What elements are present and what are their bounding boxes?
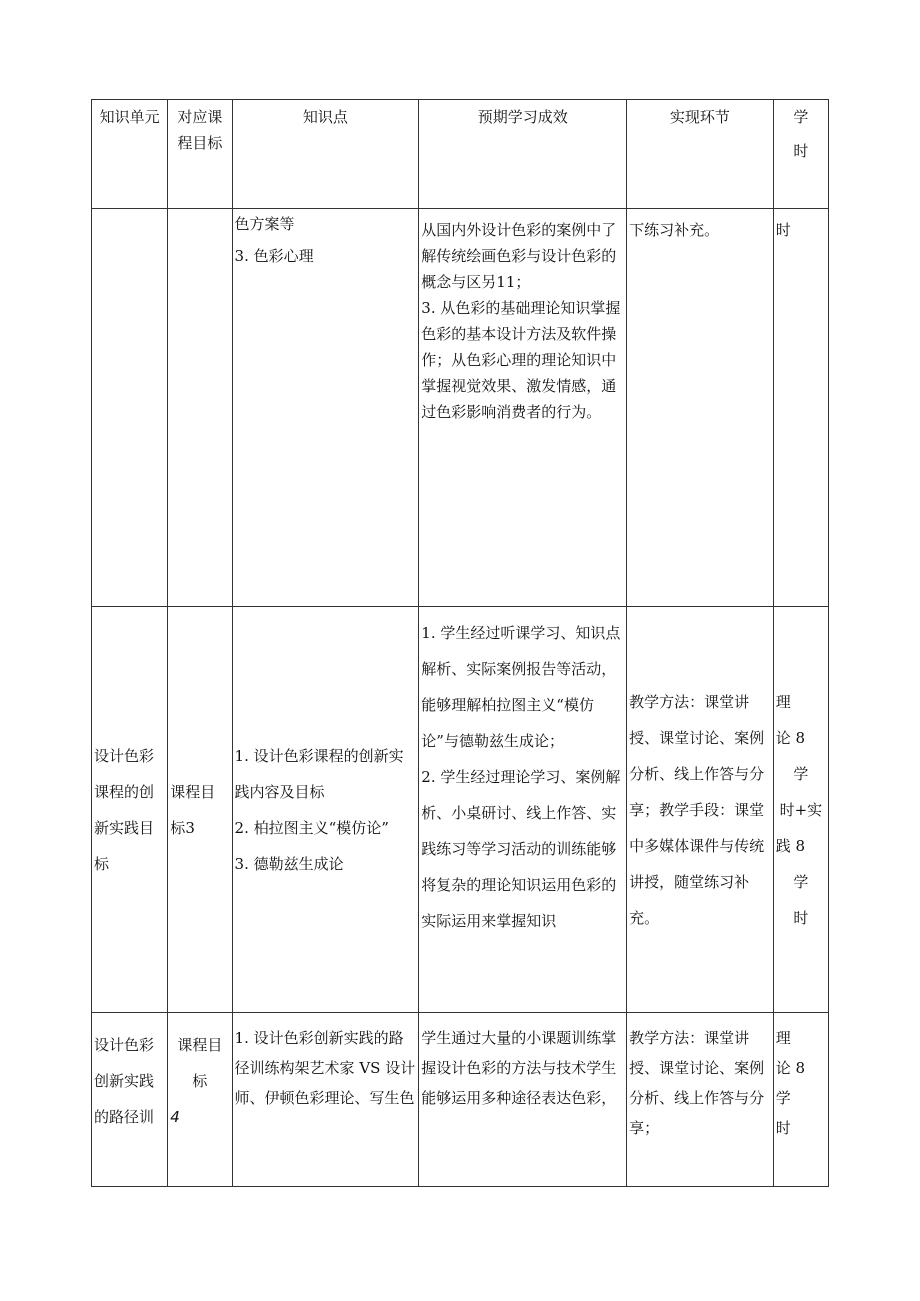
header-expected-outcome: 预期学习成效 [419, 100, 627, 209]
goal-number: 4 [170, 1108, 180, 1126]
curriculum-table [91, 99, 829, 1187]
cell-hours: 时 [773, 209, 828, 607]
cell-outcomes [419, 607, 627, 1013]
header-knowledge-point: 知识点 [232, 100, 419, 209]
hours-line: 学 [775, 1089, 791, 1107]
table-row [92, 209, 829, 607]
outcome-para: 3. 从色彩的基础理论知识掌握色彩的基本设计方法及软件操作；从色彩心理的理论知识中掌握视觉效果、激发情感，通过色彩影响消费者的行为。 [421, 299, 621, 421]
point-line: 2. 柏拉图主义“模仿论” [234, 818, 389, 837]
table-row [92, 607, 829, 1013]
point-line: 1. 设计色彩课程的创新实践内容及目标 [234, 746, 404, 801]
cell-hours [773, 1013, 828, 1187]
header-course-goal: 对应课程目标 [168, 100, 232, 209]
hours-line: 学 [793, 764, 809, 783]
cell-points: 1. 设计色彩创新实践的路径训练构架艺术家 VS 设计师、伊顿色彩理论、写生色 [232, 1013, 419, 1187]
cell-outcomes [419, 209, 627, 607]
header-hours-line1: 学 [793, 108, 809, 126]
cell-goal [168, 607, 232, 1013]
cell-unit: 设计色彩课程的创新实践目标 [92, 607, 168, 1013]
point-line: 3. 德勒兹生成论 [234, 854, 344, 873]
cell-points [232, 607, 419, 1013]
cell-goal [168, 1013, 232, 1187]
point-line: 色方案等 [234, 215, 295, 233]
hours-line: 理 [775, 692, 791, 711]
goal-label: 课程目标 [170, 782, 216, 837]
cell-goal [168, 209, 232, 607]
cell-method: 下练习补充。 [627, 209, 774, 607]
table-row [92, 1013, 829, 1187]
table-header-row [92, 100, 829, 209]
point-line: 3. 色彩心理 [234, 247, 314, 265]
hours-line: 论 8 [775, 1059, 806, 1077]
header-knowledge-unit: 知识单元 [92, 100, 168, 209]
outcome-para: 从国内外设计色彩的案例中了解传统绘画色彩与设计色彩的概念与区另11； [421, 221, 617, 291]
cell-points [232, 209, 419, 607]
header-hours-line2: 时 [793, 142, 809, 160]
cell-unit: 设计色彩创新实践的路径训 [92, 1013, 168, 1187]
hours-line: 践 8 [775, 836, 806, 855]
cell-unit [92, 209, 168, 607]
hours-line: 时 [775, 1119, 791, 1137]
goal-label: 课程目标 [177, 1036, 223, 1090]
goal-number: 3 [185, 818, 195, 837]
hours-line: 时+实 [779, 800, 823, 819]
hours-line: 时 [793, 908, 809, 927]
cell-outcomes: 学生通过大量的小课题训练掌握设计色彩的方法与技术学生能够运用多种途径表达色彩， [419, 1013, 627, 1187]
header-hours [773, 100, 828, 209]
header-implementation: 实现环节 [627, 100, 774, 209]
cell-method: 教学方法：课堂讲授、课堂讨论、案例分析、线上作答与分享； [627, 1013, 774, 1187]
cell-method: 教学方法：课堂讲授、课堂讨论、案例分析、线上作答与分享；教学手段：课堂中多媒体课件与传统讲授，随堂练习补充。 [627, 607, 774, 1013]
hours-line: 论 8 [775, 728, 806, 747]
outcome-para: 1. 学生经过听课学习、知识点解析、实际案例报告等活动，能够理解柏拉图主义“模仿论”与德勒兹生成论； [421, 624, 621, 750]
outcome-para: 2. 学生经过理论学习、案例解析、小桌研讨、线上作答、实践练习等学习活动的训练能够将复杂的理论知识运用色彩的实际运用来掌握知识 [421, 768, 621, 930]
hours-line: 学 [793, 872, 809, 891]
hours-line: 理 [775, 1029, 791, 1047]
cell-hours [773, 607, 828, 1013]
